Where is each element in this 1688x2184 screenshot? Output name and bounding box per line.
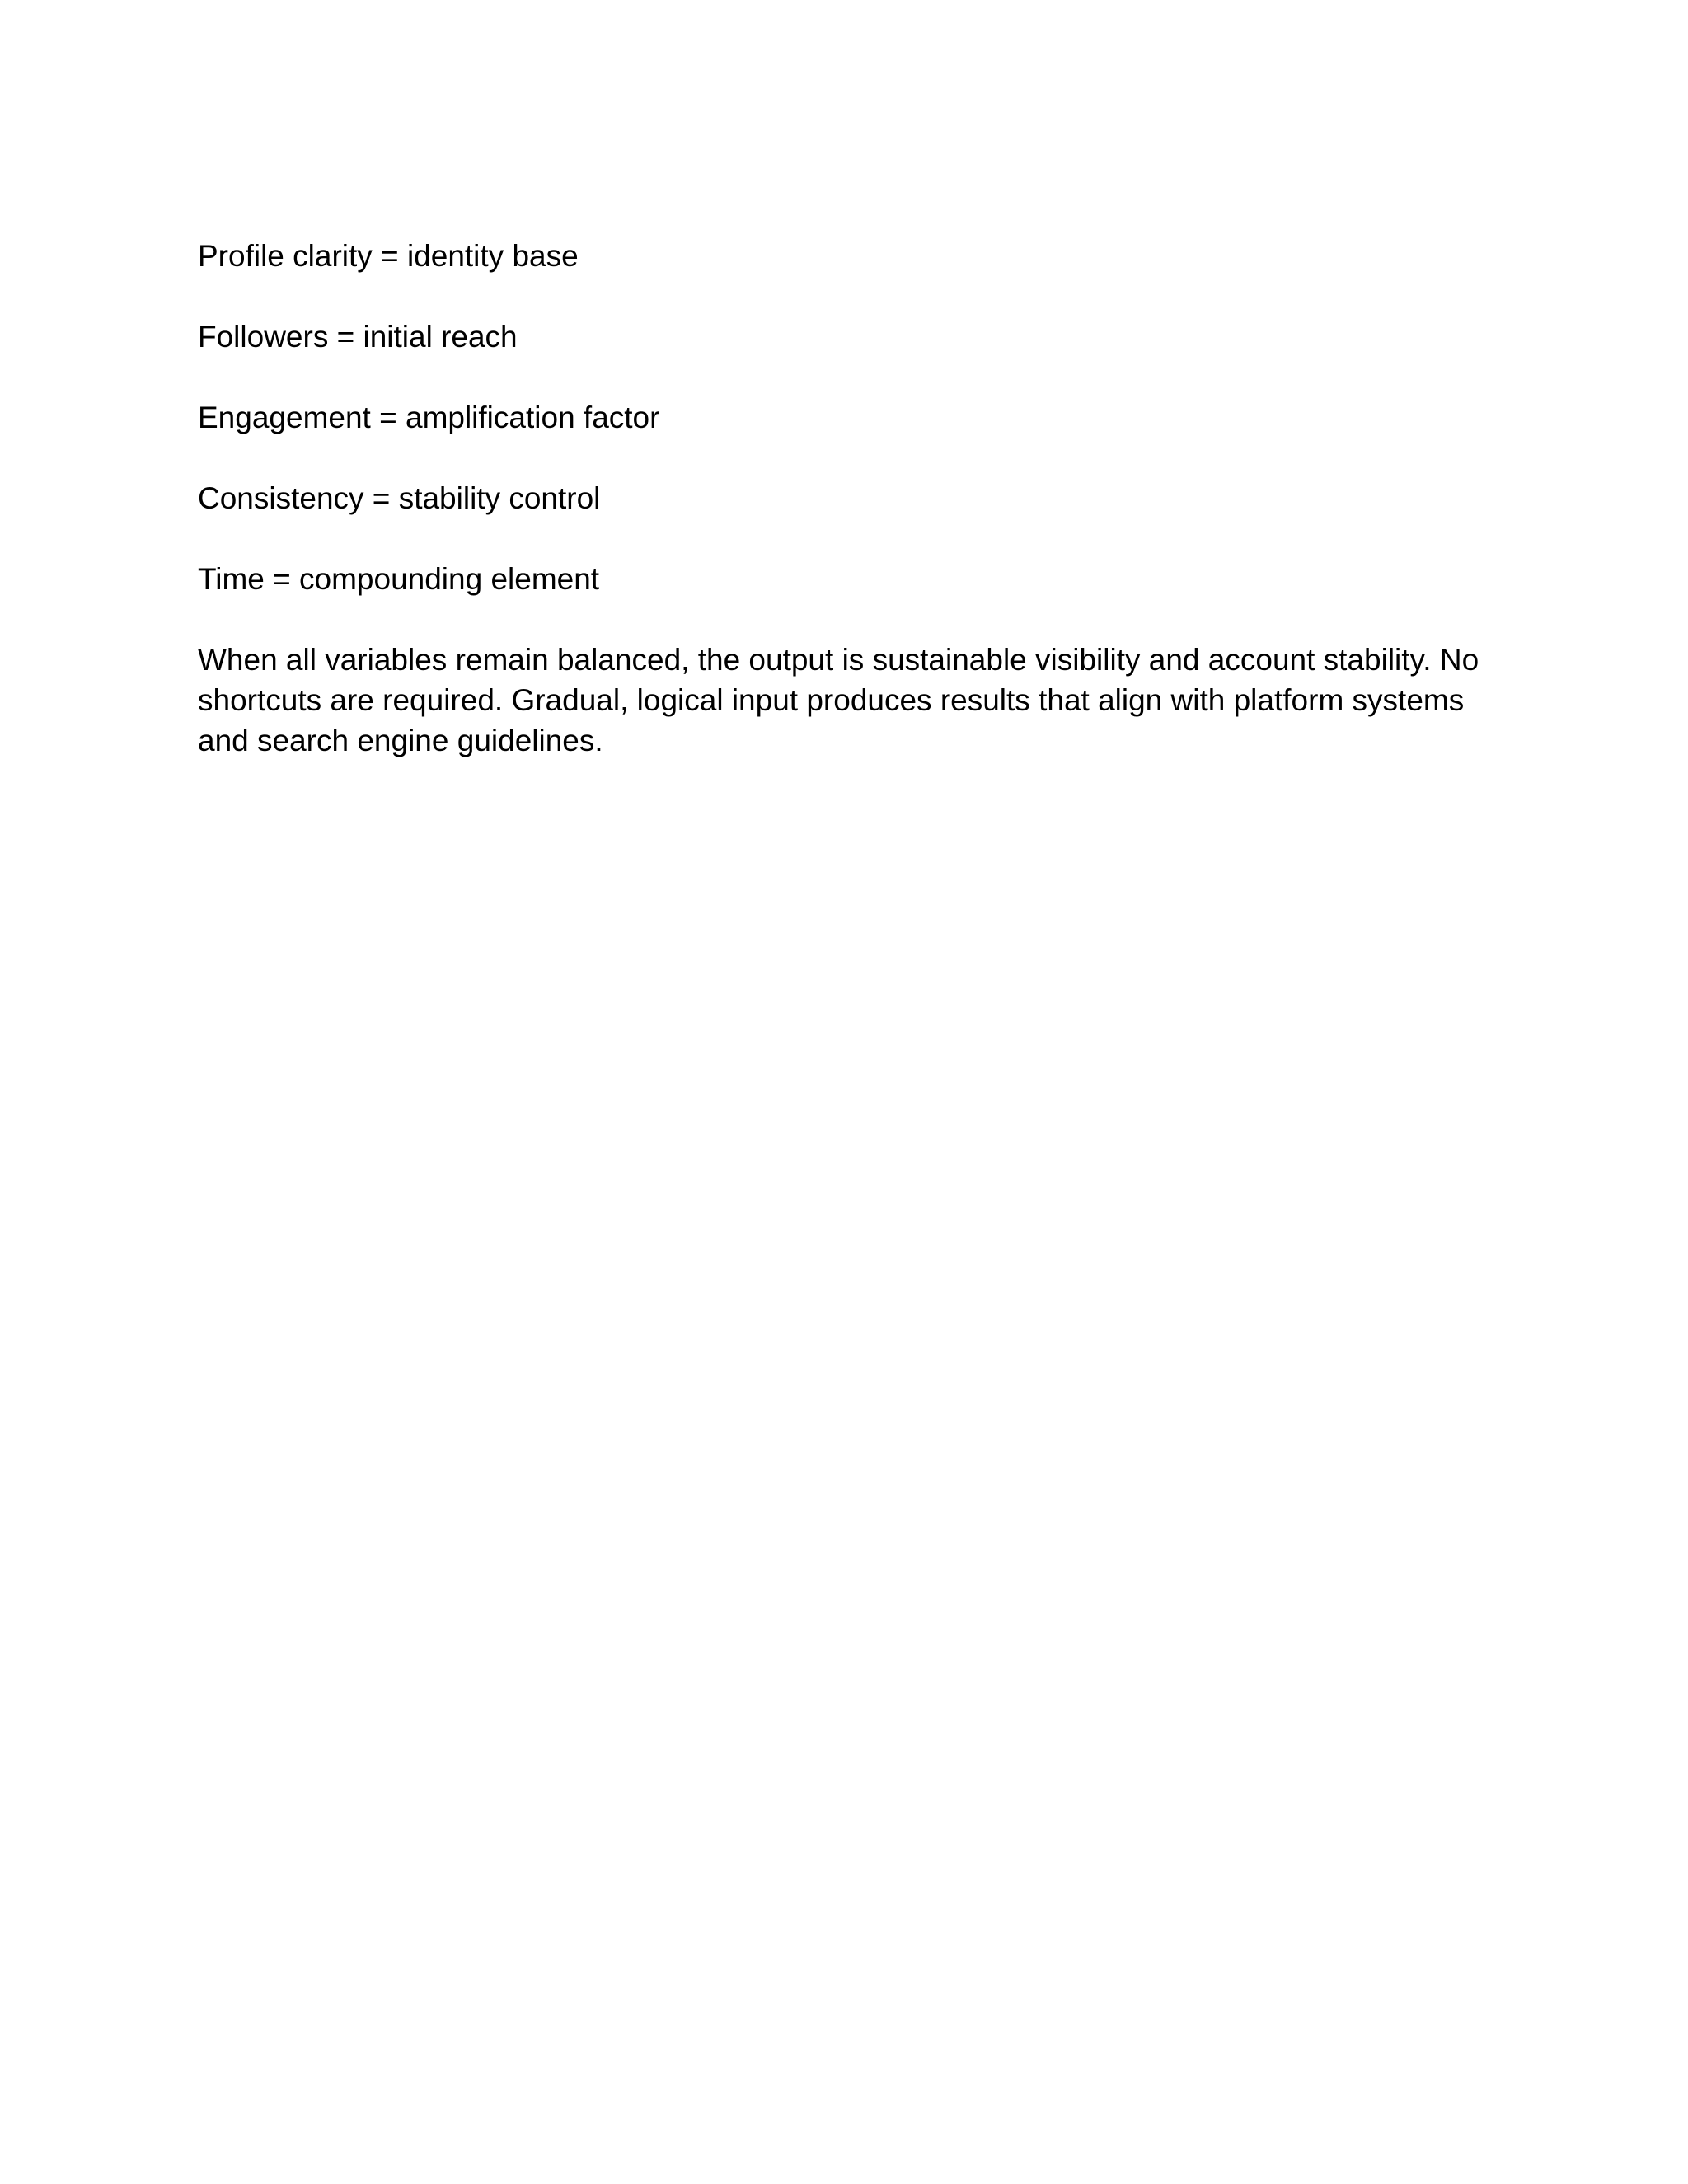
line-profile-clarity: Profile clarity = identity base	[198, 239, 579, 273]
line-time: Time = compounding element	[198, 562, 600, 596]
line-consistency: Consistency = stability control	[198, 481, 601, 515]
line-engagement: Engagement = amplification factor	[198, 401, 660, 434]
closing-paragraph: When all variables remain balanced, the output is sustainable visibility and account stability. No shortcuts are required. Gradual, logical input produces results that align with platform systems and search engine guidelines.	[198, 643, 1479, 757]
line-followers: Followers = initial reach	[198, 320, 518, 354]
document-body	[198, 236, 1500, 761]
